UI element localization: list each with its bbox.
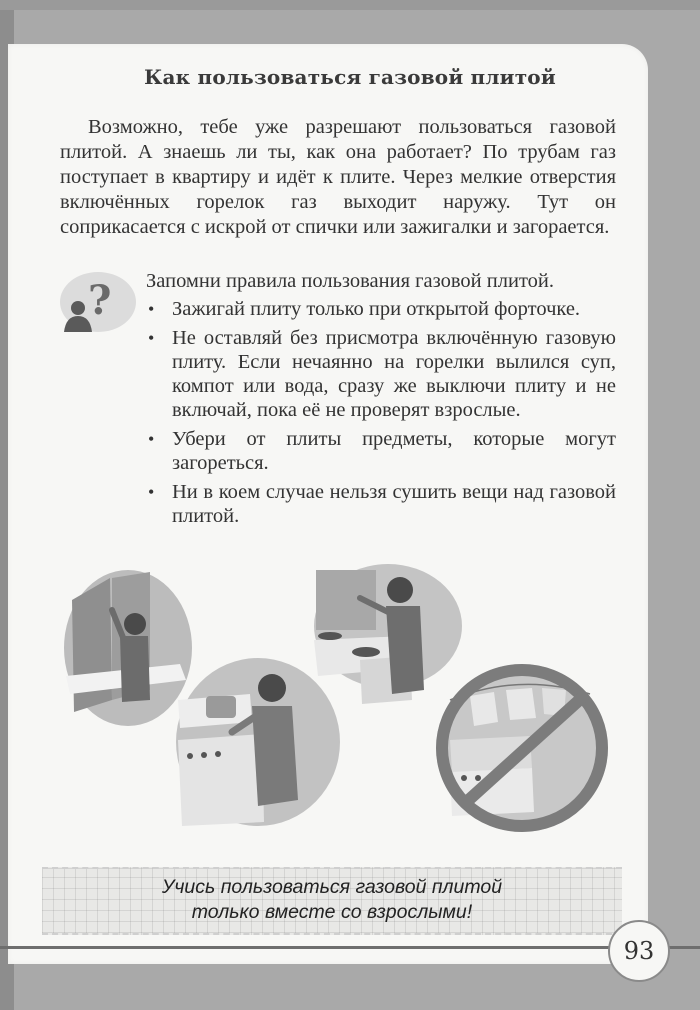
rule-item	[146, 326, 616, 422]
intro-paragraph	[60, 115, 616, 240]
page-number: 93	[608, 920, 670, 982]
intro-line: газ поступает в квартиру и идёт к плите. Через мелкие	[60, 141, 616, 188]
intro-line: Возможно, тебе уже разрешают пользоваться газовой	[88, 116, 616, 138]
bullet: •	[148, 482, 155, 502]
bottom-divider	[0, 946, 700, 949]
banner-text	[42, 875, 622, 925]
rule-text: Не оставляй без присмотра включённую газовую плиту. Если нечаянно на горелки вылился суп, компот или вода, сразу же выключи плиту и не включай, пока её не проверят взрослые.	[172, 327, 616, 421]
rule-item	[146, 427, 616, 475]
rule-text: Ни в коем случае нельзя сушить вещи над газовой плитой.	[172, 481, 616, 527]
rule-text: Зажигай плиту только при открытой форточке.	[172, 298, 581, 320]
question-person-icon	[58, 270, 138, 334]
page-title: Как пользоваться газовой плитой	[144, 65, 556, 89]
bullet: •	[148, 299, 155, 319]
intro-line: Тут он соприкасается с искрой от спички или зажигалки	[60, 191, 617, 238]
intro-line: плитой. А знаешь ли ты, как она работает? По трубам	[60, 141, 580, 163]
intro-line: и загорается.	[496, 216, 610, 238]
rule-item	[146, 480, 616, 528]
rule-item	[146, 297, 616, 321]
bullet: •	[148, 429, 155, 449]
rules-list	[146, 297, 616, 533]
svg-text:?: ?	[88, 277, 112, 324]
scan-edge-top	[0, 0, 700, 10]
rule-text: Убери от плиты предметы, которые могут загореться.	[172, 428, 616, 474]
bullet: •	[148, 328, 155, 348]
rules-intro: Запомни правила пользования газовой плитой.	[146, 270, 554, 292]
intro-line: отверстия включённых горелок газ выходит наружу.	[60, 166, 617, 213]
banner-line-1: Учись пользоваться газовой плитой	[161, 876, 503, 898]
banner-line-2: только вместе со взрослыми!	[191, 901, 473, 923]
